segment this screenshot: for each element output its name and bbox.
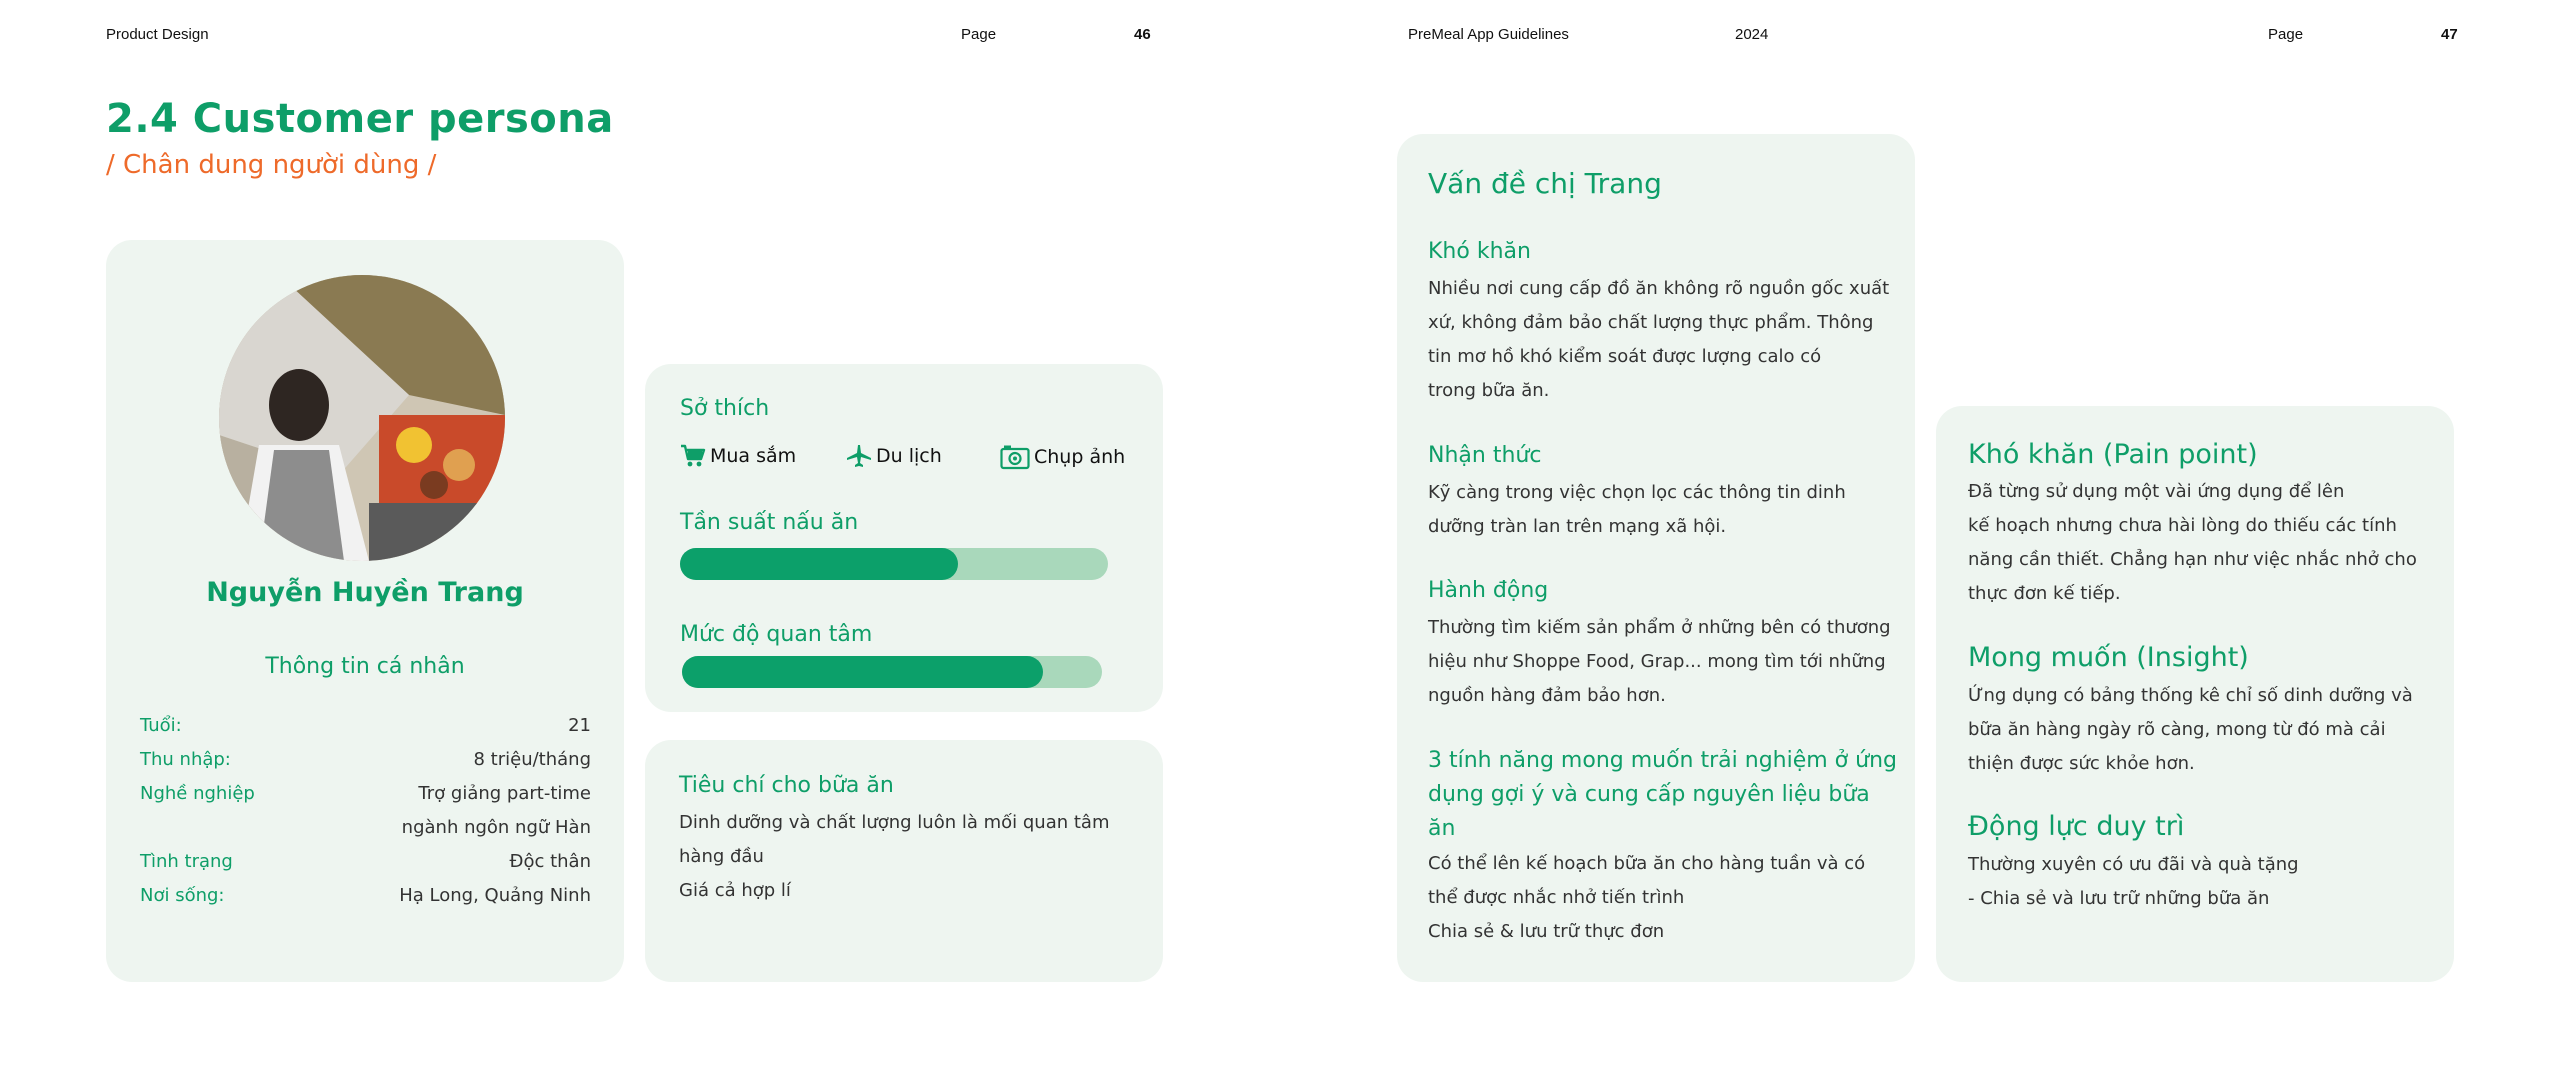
info-label: Tuổi:	[140, 715, 182, 736]
header-doc-title: PreMeal App Guidelines	[1408, 26, 1569, 43]
text-line: kế hoạch nhưng chưa hài lòng do thiếu các tính	[1968, 515, 2397, 536]
motivation-heading: Động lực duy trì	[1968, 811, 2185, 842]
interest-level-label: Mức độ quan tâm	[680, 622, 873, 647]
difficulty-text	[1428, 272, 1889, 408]
difficulty-heading: Khó khăn	[1428, 239, 1531, 264]
interest-level-bar	[682, 656, 1102, 688]
insight-text	[1968, 679, 2413, 781]
info-label: Tình trạng	[140, 851, 233, 872]
header-page-label-left: Page	[961, 26, 997, 43]
header-section-name: Product Design	[106, 26, 209, 43]
text-line: Dinh dưỡng và chất lượng luôn là mối quan tâm	[679, 812, 1110, 833]
text-line: thực đơn kế tiếp.	[1968, 583, 2121, 604]
text-line: tin mơ hồ khó kiểm soát được lượng calo có	[1428, 346, 1822, 367]
motivation-text	[1968, 848, 2299, 916]
awareness-text	[1428, 476, 1846, 544]
text-line: ăn	[1428, 816, 1456, 841]
cooking-frequency-bar	[680, 548, 1108, 580]
info-value: ngành ngôn ngữ Hàn	[401, 817, 591, 838]
hobby-travel	[846, 444, 942, 468]
header-page-number-left: 46	[1134, 26, 1151, 43]
text-line: bữa ăn hàng ngày rõ càng, mong từ đó mà cải	[1968, 719, 2386, 740]
text-line: Nhiều nơi cung cấp đồ ăn không rõ nguồn gốc xuất	[1428, 278, 1890, 299]
features-heading	[1428, 744, 1897, 846]
camera-icon	[1000, 444, 1030, 470]
cart-icon	[680, 444, 706, 468]
text-line: - Chia sẻ và lưu trữ những bữa ăn	[1968, 888, 2270, 909]
text-line: Đã từng sử dụng một vài ứng dụng để lên	[1968, 481, 2345, 502]
header-page-label-right: Page	[2268, 26, 2304, 43]
text-line: Chia sẻ & lưu trữ thực đơn	[1428, 921, 1665, 942]
text-line: dưỡng tràn lan trên mạng xã hội.	[1428, 516, 1727, 537]
info-label: Thu nhập:	[140, 749, 231, 770]
text-line: Kỹ càng trong việc chọn lọc các thông tin dinh	[1428, 482, 1846, 503]
awareness-heading: Nhận thức	[1428, 443, 1542, 468]
info-value: 21	[568, 715, 591, 736]
text-line: dụng gợi ý và cung cấp nguyên liệu bữa	[1428, 782, 1870, 807]
cooking-frequency-label: Tần suất nấu ăn	[680, 510, 859, 535]
text-line: hiệu như Shoppe Food, Grap... mong tìm tới những	[1428, 651, 1886, 672]
info-label: Nghề nghiệp	[140, 783, 255, 804]
text-line: 3 tính năng mong muốn trải nghiệm ở ứng	[1428, 748, 1897, 773]
features-text	[1428, 847, 1865, 949]
info-label: Nơi sống:	[140, 885, 225, 906]
pain-point-heading: Khó khăn (Pain point)	[1968, 439, 2258, 470]
info-value: Độc thân	[509, 851, 591, 872]
problems-heading: Vấn đề chị Trang	[1428, 167, 1662, 200]
section-subtitle: / Chân dung người dùng /	[106, 150, 437, 180]
insight-heading: Mong muốn (Insight)	[1968, 642, 2249, 673]
text-line: xứ, không đảm bảo chất lượng thực phẩm. Thông	[1428, 312, 1874, 333]
text-line: nguồn hàng đảm bảo hơn.	[1428, 685, 1666, 706]
pain-point-text	[1968, 475, 2417, 611]
hobby-photography	[1000, 444, 1125, 470]
header-page-number-right: 47	[2441, 26, 2458, 43]
info-value: Hạ Long, Quảng Ninh	[399, 885, 591, 906]
text-line: Giá cả hợp lí	[679, 880, 791, 901]
persona-name: Nguyễn Huyền Trang	[206, 577, 524, 608]
text-line: trong bữa ăn.	[1428, 380, 1550, 401]
action-text	[1428, 611, 1891, 713]
info-value: 8 triệu/tháng	[473, 749, 591, 770]
interest-level-fill	[682, 656, 1043, 688]
info-value: Trợ giảng part-time	[418, 783, 591, 804]
text-line: Thường xuyên có ưu đãi và quà tặng	[1968, 854, 2299, 875]
hobbies-heading: Sở thích	[680, 396, 770, 421]
section-title: 2.4 Customer persona	[106, 96, 614, 142]
personal-info-heading: Thông tin cá nhân	[265, 654, 465, 679]
header-year: 2024	[1735, 26, 1769, 43]
persona-photo	[219, 275, 505, 561]
text-line: năng cần thiết. Chẳng hạn như việc nhắc nhở cho	[1968, 549, 2417, 570]
text-line: Thường tìm kiếm sản phẩm ở những bên có thương	[1428, 617, 1891, 638]
text-line: thể được nhắc nhở tiến trình	[1428, 887, 1685, 908]
hobby-shopping	[680, 444, 796, 468]
cooking-frequency-fill	[680, 548, 958, 580]
meal-criteria-text	[679, 806, 1110, 908]
action-heading: Hành động	[1428, 578, 1549, 603]
text-line: Có thể lên kế hoạch bữa ăn cho hàng tuần và có	[1428, 853, 1866, 874]
meal-criteria-heading: Tiêu chí cho bữa ăn	[679, 773, 894, 798]
text-line: hàng đầu	[679, 846, 764, 867]
text-line: Ứng dụng có bảng thống kê chỉ số dinh dưỡng và	[1968, 685, 2413, 706]
plane-icon	[846, 444, 872, 468]
hobby-label: Du lịch	[876, 445, 942, 467]
hobby-label: Mua sắm	[710, 445, 797, 467]
hobby-label: Chụp ảnh	[1034, 446, 1126, 468]
text-line: thiện được sức khỏe hơn.	[1968, 753, 2195, 774]
